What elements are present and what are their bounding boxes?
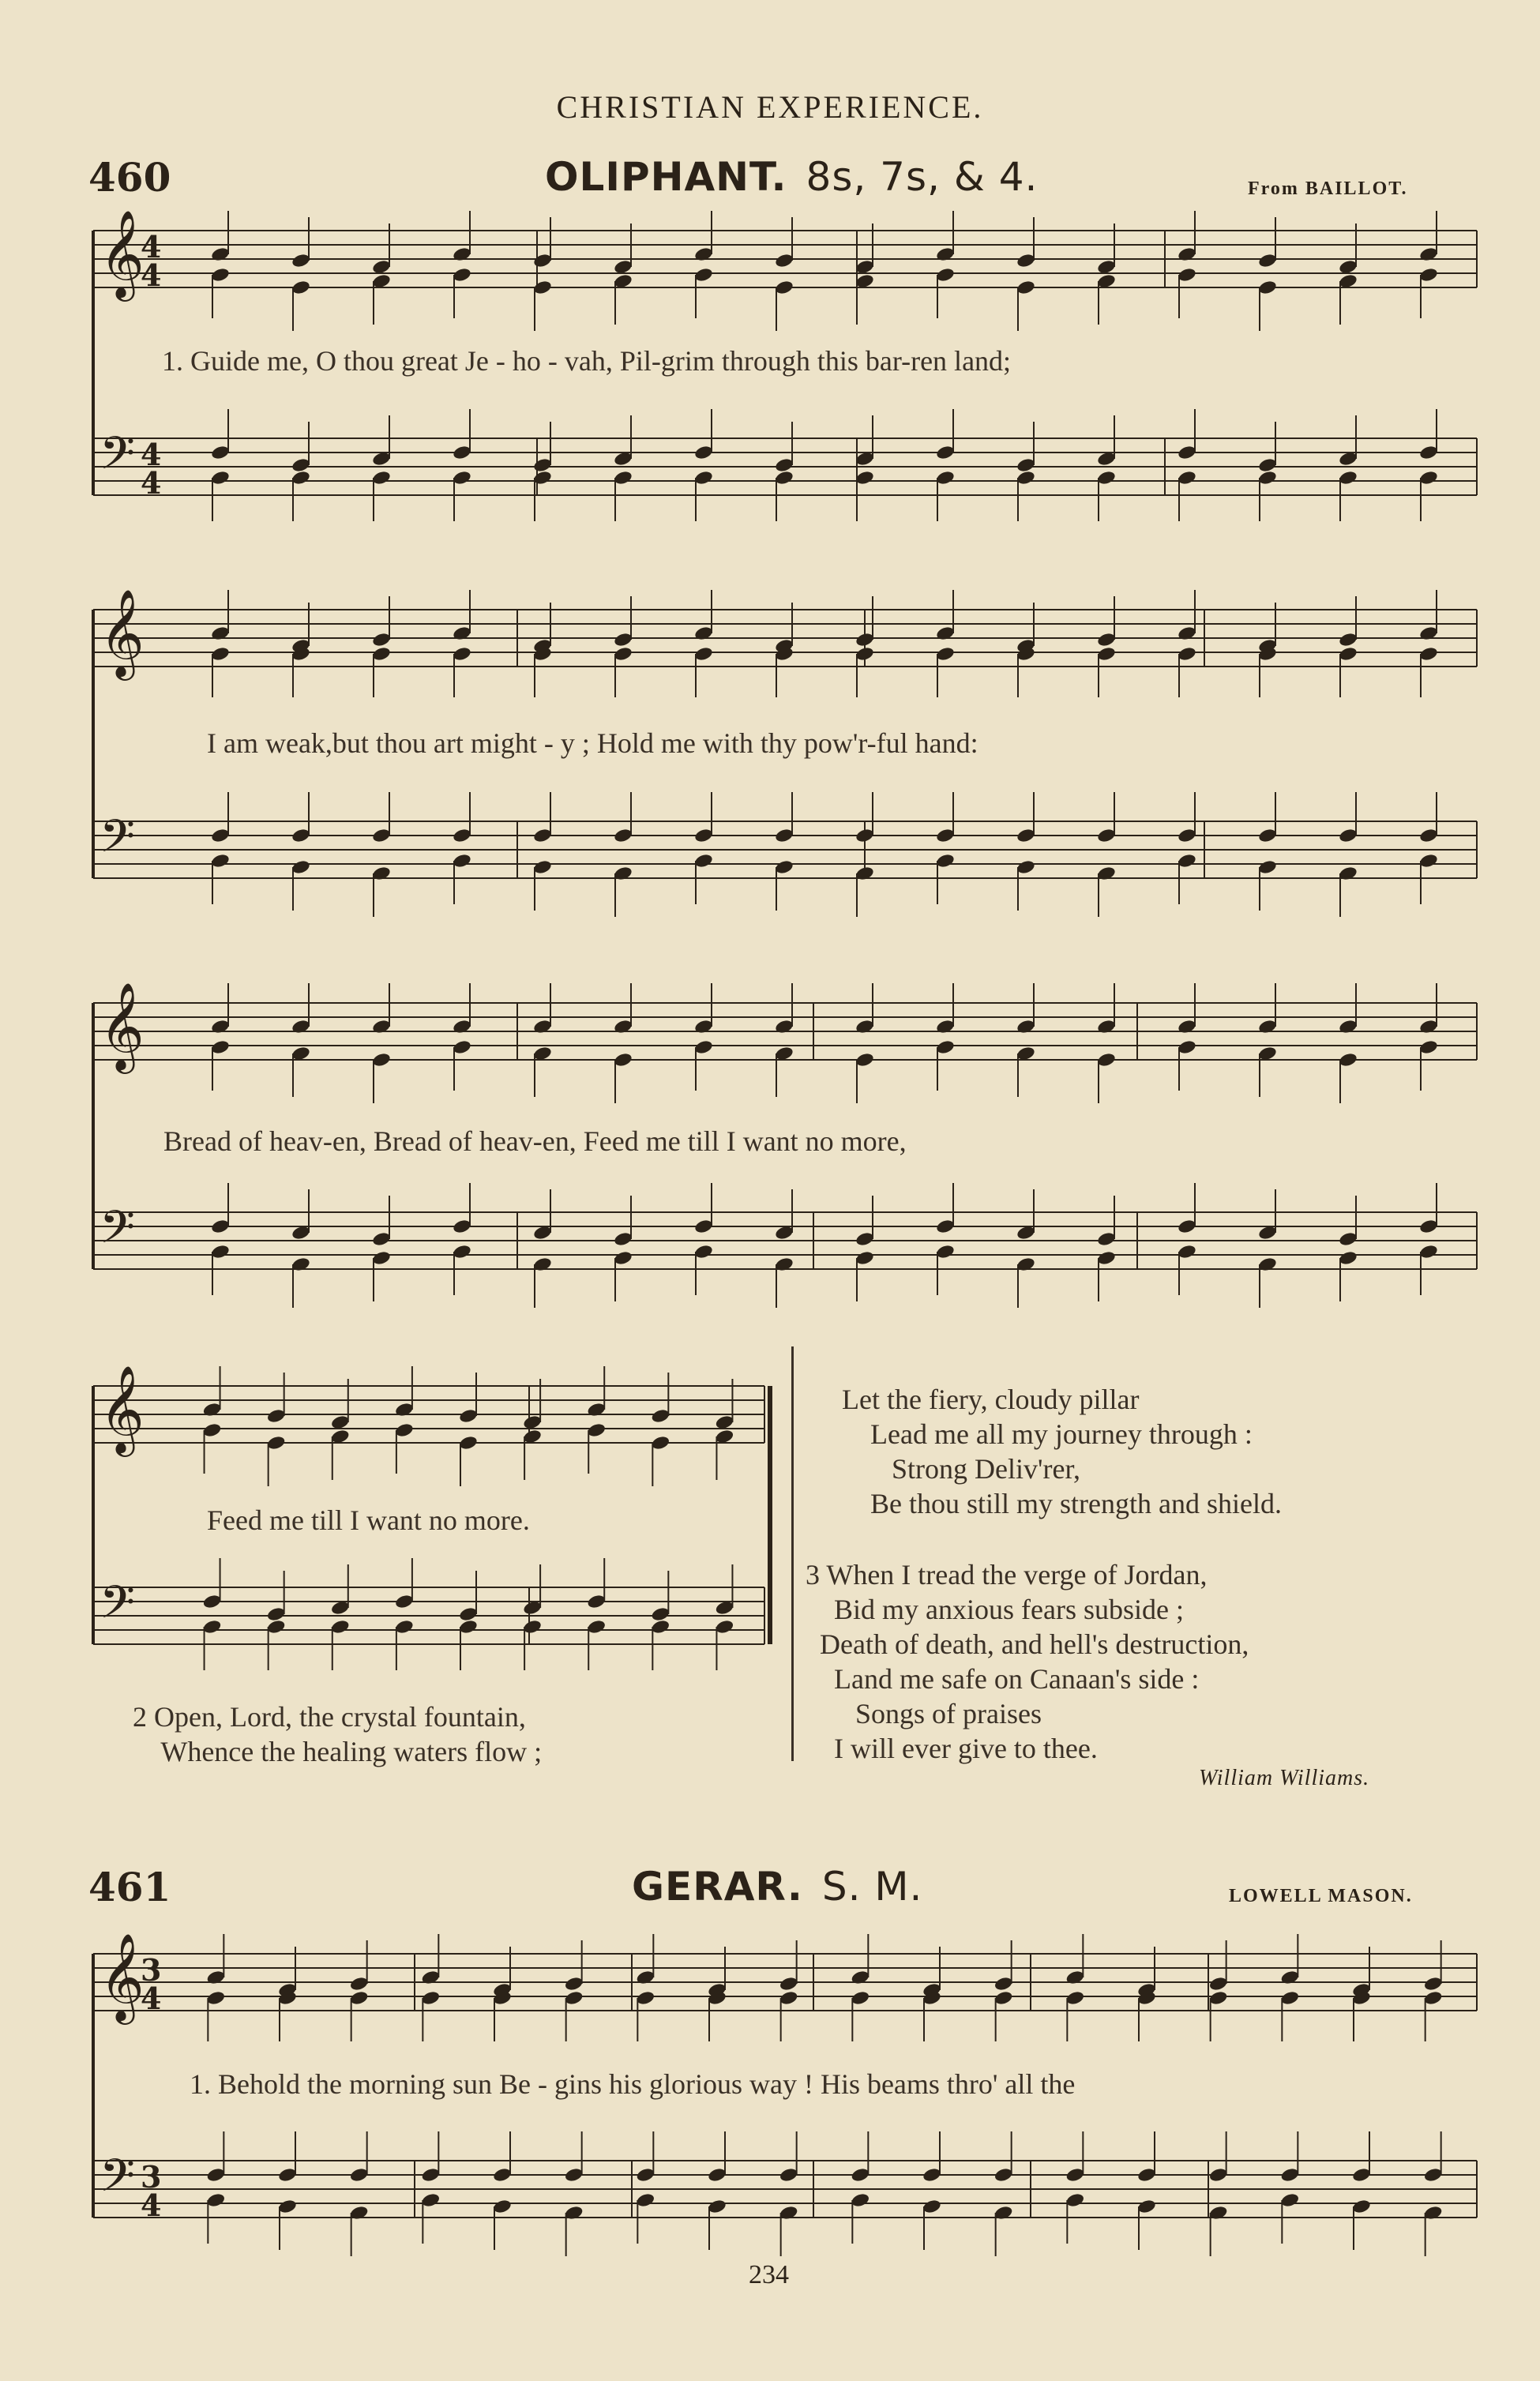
note-head [693, 445, 713, 461]
note-head [1016, 470, 1035, 486]
note-head [1208, 1976, 1228, 1992]
note-head [1418, 1019, 1438, 1035]
note-head [1208, 2205, 1228, 2221]
bass-clef-icon: 𝄢 [100, 1200, 136, 1265]
note-head [210, 246, 230, 263]
note-head [210, 625, 230, 642]
time-signature-numerator: 4 [141, 229, 162, 265]
note-head [458, 1606, 478, 1623]
note-head [291, 470, 310, 486]
note-head [1338, 646, 1358, 663]
note-head [1257, 828, 1277, 844]
note-head [202, 1422, 222, 1439]
tune-name: GERAR. [632, 1864, 803, 1910]
note-head [613, 470, 633, 486]
note-head [855, 1250, 874, 1267]
time-signature-denominator: 4 [141, 465, 162, 501]
note-head [1096, 646, 1116, 663]
note-head [1016, 1256, 1035, 1273]
note-head [1177, 267, 1196, 284]
note-head [210, 853, 230, 869]
note-head [851, 2167, 870, 2184]
bass-clef-icon: 𝄢 [100, 809, 136, 874]
note-head [1065, 1970, 1085, 1986]
note-head [993, 1976, 1013, 1992]
note-head [779, 2167, 798, 2184]
note-head [458, 1619, 478, 1636]
note-head [935, 267, 955, 284]
note-head [935, 1019, 955, 1035]
note-head [1016, 457, 1035, 474]
note-head [1096, 470, 1116, 486]
note-head [774, 280, 794, 296]
note-head [1338, 866, 1358, 882]
note-head [1096, 828, 1116, 844]
note-head [532, 457, 552, 474]
note-head [1280, 1970, 1300, 1986]
note-head [452, 625, 471, 642]
note-head [349, 2167, 369, 2184]
note-head [394, 1619, 414, 1636]
note-head [202, 1402, 222, 1418]
note-head [1418, 445, 1438, 461]
note-head [452, 267, 471, 284]
note-head [349, 1990, 369, 2007]
note-head [452, 1219, 471, 1235]
note-head [532, 280, 552, 296]
note-head [993, 2205, 1013, 2221]
note-head [1418, 1039, 1438, 1056]
note-head [1338, 470, 1358, 486]
note-head [1177, 625, 1196, 642]
note-head [1423, 1976, 1443, 1992]
note-head [707, 2167, 727, 2184]
note-head [855, 866, 874, 882]
verse-2-continued: Let the fiery, cloudy pillar Lead me all my journey through : Strong Deliv'rer, Be thou still my strength and shield. [842, 1384, 1282, 1519]
note-head [371, 866, 391, 882]
note-head [1096, 1231, 1116, 1248]
note-head [613, 1231, 633, 1248]
note-head [1257, 457, 1277, 474]
note-head [613, 1250, 633, 1267]
note-head [202, 1619, 222, 1636]
note-head [452, 1039, 471, 1056]
note-head [1338, 1019, 1358, 1035]
note-head [851, 1990, 870, 2007]
note-head [492, 2199, 512, 2215]
note-head [1338, 1231, 1358, 1248]
note-head [693, 470, 713, 486]
note-head [492, 2167, 512, 2184]
note-head [1096, 866, 1116, 882]
section-header: CHRISTIAN EXPERIENCE. [556, 89, 984, 125]
composer-attribution: LOWELL MASON. [1229, 1886, 1413, 1906]
note-head [651, 1619, 670, 1636]
note-head [1177, 246, 1196, 263]
note-head [452, 646, 471, 663]
note-head [349, 2205, 369, 2221]
note-head [855, 646, 874, 663]
note-head [1177, 853, 1196, 869]
note-head [636, 2167, 655, 2184]
note-head [1016, 1019, 1035, 1035]
note-head [779, 1990, 798, 2007]
note-head [291, 253, 310, 269]
note-head [291, 457, 310, 474]
lyric-line: I am weak,but thou art might - y ; Hold me with thy pow'r-ful hand: [207, 727, 978, 759]
note-head [855, 1231, 874, 1248]
note-head [277, 2167, 297, 2184]
note-head [1257, 470, 1277, 486]
note-head [935, 470, 955, 486]
note-head [371, 470, 391, 486]
note-head [266, 1408, 286, 1425]
note-head [452, 445, 471, 461]
note-head [1065, 2167, 1085, 2184]
note-head [371, 1052, 391, 1068]
note-head [1280, 1990, 1300, 2007]
note-head [586, 1402, 606, 1418]
note-head [522, 1619, 542, 1636]
note-head [855, 1019, 874, 1035]
time-signature-denominator: 4 [141, 1981, 162, 2016]
note-head [636, 2192, 655, 2209]
note-head [1257, 1019, 1277, 1035]
note-head [693, 1019, 713, 1035]
page-number: 234 [749, 2260, 789, 2289]
note-head [651, 1606, 670, 1623]
note-head [371, 1250, 391, 1267]
note-head [1418, 470, 1438, 486]
note-head [1257, 859, 1277, 876]
note-head [774, 253, 794, 269]
note-head [291, 280, 310, 296]
note-head [855, 828, 874, 844]
note-head [613, 828, 633, 844]
note-head [266, 1606, 286, 1623]
note-head [774, 828, 794, 844]
note-head [452, 1244, 471, 1260]
note-head [371, 646, 391, 663]
note-head [586, 1422, 606, 1439]
note-head [1423, 2205, 1443, 2221]
note-head [421, 2167, 441, 2184]
note-head [1177, 828, 1196, 844]
note-head [1418, 625, 1438, 642]
note-head [266, 1619, 286, 1636]
note-head [1096, 1019, 1116, 1035]
note-head [210, 267, 230, 284]
meter: 8s, 7s, & 4. [806, 154, 1039, 200]
verse-2: 2 Open, Lord, the crystal fountain, Whence the healing waters flow ; [133, 1701, 543, 1767]
time-signature-denominator: 4 [141, 257, 162, 293]
note-head [707, 2199, 727, 2215]
note-head [1136, 2167, 1156, 2184]
note-head [1418, 1219, 1438, 1235]
note-head [693, 1244, 713, 1260]
note-head [394, 1422, 414, 1439]
note-head [291, 1019, 310, 1035]
hymn-number: 461 [88, 1864, 171, 1910]
time-signature-numerator: 3 [141, 1952, 162, 1988]
note-head [774, 859, 794, 876]
note-head [693, 828, 713, 844]
note-head [421, 1970, 441, 1986]
lyric-line: 1. Guide me, O thou great Je - ho - vah, Pil-grim through this bar-ren land; [162, 345, 1012, 377]
note-head [277, 2199, 297, 2215]
note-head [774, 1019, 794, 1035]
note-head [935, 445, 955, 461]
note-head [1418, 246, 1438, 263]
note-head [1338, 828, 1358, 844]
note-head [564, 2205, 584, 2221]
note-head [1351, 2199, 1371, 2215]
note-head [1208, 1990, 1228, 2007]
note-head [1177, 1244, 1196, 1260]
meter: S. M. [821, 1864, 923, 1910]
note-head [1177, 646, 1196, 663]
note-head [774, 1256, 794, 1273]
column-divider [791, 1346, 794, 1761]
note-head [1177, 1039, 1196, 1056]
note-head [532, 859, 552, 876]
note-head [1136, 2199, 1156, 2215]
note-head [206, 2167, 226, 2184]
note-head [935, 625, 955, 642]
note-head [636, 1990, 655, 2007]
note-head [1177, 470, 1196, 486]
note-head [1418, 1244, 1438, 1260]
note-head [291, 828, 310, 844]
note-head [1016, 280, 1035, 296]
note-head [993, 1990, 1013, 2007]
note-head [693, 1039, 713, 1056]
note-head [1257, 1256, 1277, 1273]
treble-clef-icon: 𝄞 [100, 209, 145, 298]
note-head [693, 246, 713, 263]
note-head [452, 828, 471, 844]
note-head [1096, 632, 1116, 648]
note-head [935, 828, 955, 844]
note-head [1177, 445, 1196, 461]
note-head [613, 1052, 633, 1068]
note-head [693, 1219, 713, 1235]
treble-clef-icon: 𝄞 [100, 588, 145, 677]
note-head [206, 1990, 226, 2007]
note-head [851, 2192, 870, 2209]
note-head [1016, 253, 1035, 269]
note-head [651, 1435, 670, 1452]
note-head [935, 246, 955, 263]
bass-clef-icon: 𝄢 [100, 426, 136, 491]
note-head [421, 1990, 441, 2007]
bass-clef-icon: 𝄢 [100, 1575, 136, 1640]
note-head [586, 1594, 606, 1610]
note-head [210, 646, 230, 663]
treble-clef-icon: 𝄞 [100, 1365, 145, 1453]
note-head [1280, 2192, 1300, 2209]
note-head [458, 1408, 478, 1425]
note-head [636, 1970, 655, 1986]
note-head [935, 646, 955, 663]
note-head [1096, 1052, 1116, 1068]
author-signature: William Williams. [1199, 1766, 1370, 1790]
note-head [206, 2192, 226, 2209]
note-head [202, 1594, 222, 1610]
note-head [394, 1594, 414, 1610]
note-head [651, 1408, 670, 1425]
note-head [613, 646, 633, 663]
note-head [421, 2192, 441, 2209]
note-head [715, 1619, 734, 1636]
note-head [452, 246, 471, 263]
lyric-line: Feed me till I want no more. [207, 1504, 530, 1536]
note-head [1418, 828, 1438, 844]
note-head [1338, 632, 1358, 648]
note-head [1418, 853, 1438, 869]
note-head [210, 1219, 230, 1235]
note-head [586, 1619, 606, 1636]
tune-name: OLIPHANT. [545, 154, 787, 200]
note-head [613, 1019, 633, 1035]
note-head [371, 632, 391, 648]
note-head [1016, 859, 1035, 876]
note-head [1096, 1250, 1116, 1267]
note-head [371, 1019, 391, 1035]
note-head [532, 253, 552, 269]
note-head [1418, 646, 1438, 663]
note-head [266, 1435, 286, 1452]
note-head [1177, 1019, 1196, 1035]
note-head [779, 2205, 798, 2221]
note-head [452, 470, 471, 486]
note-head [1280, 2167, 1300, 2184]
note-head [564, 1990, 584, 2007]
note-head [1065, 1990, 1085, 2007]
note-head [532, 828, 552, 844]
note-head [1177, 1219, 1196, 1235]
note-head [371, 828, 391, 844]
bass-clef-icon: 𝄢 [100, 2149, 136, 2214]
note-head [210, 1039, 230, 1056]
note-head [291, 859, 310, 876]
note-head [458, 1435, 478, 1452]
note-head [693, 267, 713, 284]
note-head [452, 1019, 471, 1035]
lyric-line: 1. Behold the morning sun Be - gins his glorious way ! His beams thro' all the [190, 2068, 1076, 2100]
note-head [851, 1970, 870, 1986]
note-head [349, 1976, 369, 1992]
time-signature-numerator: 4 [141, 437, 162, 472]
time-signature-denominator: 4 [141, 2188, 162, 2223]
note-head [210, 828, 230, 844]
note-head [855, 632, 874, 648]
note-head [1338, 1052, 1358, 1068]
note-head [935, 1219, 955, 1235]
note-head [532, 1019, 552, 1035]
note-head [993, 2167, 1013, 2184]
note-head [206, 1970, 226, 1986]
note-head [210, 470, 230, 486]
note-head [693, 625, 713, 642]
note-head [1338, 1250, 1358, 1267]
note-head [935, 1244, 955, 1260]
note-head [613, 866, 633, 882]
note-head [935, 853, 955, 869]
note-head [210, 1019, 230, 1035]
note-head [564, 1976, 584, 1992]
note-head [452, 853, 471, 869]
note-head [210, 445, 230, 461]
note-head [1423, 2167, 1443, 2184]
note-head [210, 1244, 230, 1260]
note-head [1423, 1990, 1443, 2007]
note-head [774, 470, 794, 486]
note-head [291, 1256, 310, 1273]
note-head [935, 1039, 955, 1056]
note-head [774, 457, 794, 474]
composer-attribution: From BAILLOT. [1248, 178, 1408, 199]
note-head [532, 470, 552, 486]
note-head [855, 470, 874, 486]
note-head [330, 1619, 350, 1636]
verse-3: 3 When I tread the verge of Jordan, Bid my anxious fears subside ; Death of death, and hell's destruction, Land me safe on Canaan's side : Songs of praises I will ever give to thee. [806, 1559, 1249, 1764]
note-head [1257, 280, 1277, 296]
note-head [693, 853, 713, 869]
note-head [922, 2167, 941, 2184]
note-head [779, 1976, 798, 1992]
hymn-title-row [632, 1864, 922, 1910]
note-head [1257, 253, 1277, 269]
hymn-number: 460 [88, 154, 171, 201]
treble-clef-icon: 𝄞 [100, 982, 145, 1070]
note-head [564, 2167, 584, 2184]
note-head [1065, 2192, 1085, 2209]
note-head [922, 2199, 941, 2215]
lyric-line: Bread of heav-en, Bread of heav-en, Feed me till I want no more, [163, 1125, 907, 1157]
time-signature-numerator: 3 [141, 2159, 162, 2195]
note-head [1016, 828, 1035, 844]
note-head [1351, 2167, 1371, 2184]
note-head [613, 632, 633, 648]
note-head [693, 646, 713, 663]
note-head [371, 1231, 391, 1248]
note-head [855, 1052, 874, 1068]
note-head [1418, 267, 1438, 284]
note-head [1208, 2167, 1228, 2184]
treble-clef-icon: 𝄞 [100, 1932, 145, 2021]
note-head [394, 1402, 414, 1418]
note-head [532, 1256, 552, 1273]
